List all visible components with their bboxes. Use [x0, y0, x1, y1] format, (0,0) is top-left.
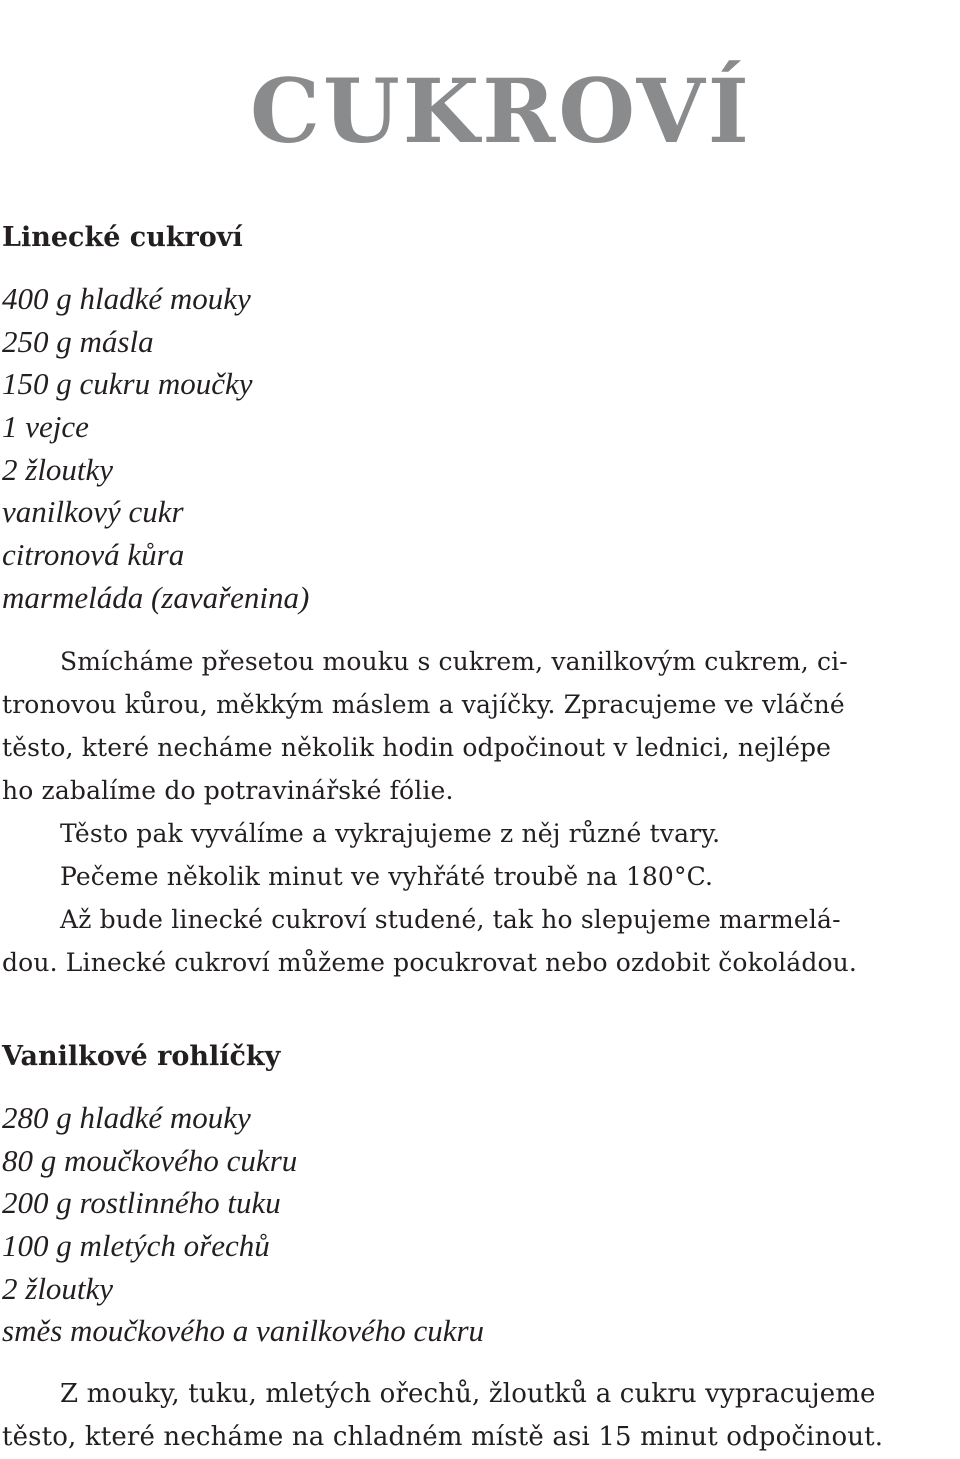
- ingredient-list: [2, 278, 958, 620]
- ingredient-item: 100 g mletých ořechů: [2, 1228, 270, 1264]
- ingredient-item: 80 g moučkového cukru: [2, 1142, 298, 1178]
- ingredient-list: [2, 1097, 958, 1353]
- recipe-title: Linecké cukroví: [2, 222, 243, 253]
- instruction-line: Z mouky, tuku, mletých ořechů, žloutků a cukru vypracujeme: [60, 1379, 876, 1410]
- ingredient-item: marmeláda (zavařenina): [2, 579, 310, 615]
- recipe-vanilkove-rohlicky: [2, 1033, 958, 1459]
- recipe-instructions: [2, 1373, 958, 1459]
- instruction-line: ho zabalíme do potravinářské fólie.: [2, 775, 454, 805]
- ingredient-item: 2 žloutky: [2, 1270, 114, 1306]
- ingredient-item: 200 g rostlinného tuku: [2, 1185, 281, 1221]
- ingredient-item: citronová kůra: [2, 537, 185, 573]
- recipe-instructions: [2, 640, 958, 984]
- instruction-line: těsto, které necháme na chladném místě asi 15 minut odpočinout.: [2, 1422, 884, 1453]
- ingredient-item: 150 g cukru moučky: [2, 366, 253, 402]
- instruction-line: Smícháme přesetou mouku s cukrem, vanilkovým cukrem, ci-: [60, 646, 848, 676]
- recipe-title: Vanilkové rohlíčky: [2, 1041, 281, 1072]
- instruction-line: Těsto pak vyválíme a vykrajujeme z něj různé tvary.: [60, 818, 721, 848]
- ingredient-item: 400 g hladké mouky: [2, 281, 251, 316]
- instruction-line: dou. Linecké cukroví můžeme pocukrovat nebo ozdobit čokoládou.: [2, 947, 858, 977]
- ingredient-item: 1 vejce: [2, 409, 89, 445]
- instruction-line: Pečeme několik minut ve vyhřáté troubě na 180°C.: [60, 861, 714, 891]
- page-title: CUKROVÍ: [250, 58, 752, 163]
- ingredient-item: 250 g másla: [2, 323, 154, 359]
- ingredient-item: 2 žloutky: [2, 451, 114, 487]
- instruction-line: tronovou kůrou, měkkým máslem a vajíčky. Zpracujeme ve vláčné: [2, 689, 845, 719]
- instruction-line: těsto, které necháme několik hodin odpočinout v lednici, nejlépe: [2, 732, 832, 762]
- ingredient-item: vanilkový cukr: [2, 494, 184, 530]
- recipe-linecke-cukrovi: [2, 214, 958, 984]
- ingredient-item: směs moučkového a vanilkového cukru: [2, 1313, 485, 1349]
- instruction-line: Až bude linecké cukroví studené, tak ho slepujeme marmelá-: [60, 904, 841, 934]
- ingredient-item: 280 g hladké mouky: [2, 1100, 251, 1135]
